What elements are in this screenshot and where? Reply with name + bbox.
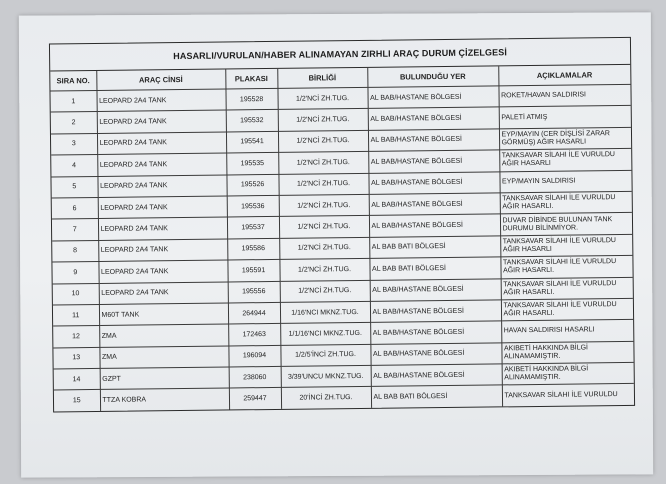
- cell-bulundugu-yer: AL BAB/HASTANE BÖLGESİ: [368, 171, 499, 194]
- cell-sira-no: 12: [53, 326, 99, 348]
- cell-birligi: 1/2'NCİ ZH.TUG.: [279, 194, 369, 216]
- cell-arac-cinsi: LEOPARD 2A4 TANK: [97, 132, 226, 155]
- header-birligi: BİRLİĞİ: [277, 68, 367, 89]
- cell-bulundugu-yer: AL BAB BATI BÖLGESİ: [371, 385, 502, 407]
- cell-arac-cinsi: LEOPARD 2A4 TANK: [99, 282, 228, 305]
- cell-sira-no: 2: [51, 112, 97, 134]
- cell-arac-cinsi: LEOPARD 2A4 TANK: [98, 260, 227, 283]
- cell-birligi: 1/2'NCİ ZH.TUG.: [278, 152, 368, 174]
- cell-bulundugu-yer: AL BAB/HASTANE BÖLGESİ: [370, 278, 501, 301]
- cell-birligi: 1/2'NCİ ZH.TUG.: [279, 259, 369, 281]
- cell-sira-no: 8: [52, 240, 98, 262]
- cell-plakasi: 195556: [228, 281, 280, 303]
- table-body: [50, 84, 634, 411]
- cell-sira-no: 9: [52, 262, 98, 284]
- cell-aciklama: HAVAN SALDIRISI HASARLI: [501, 320, 633, 343]
- cell-bulundugu-yer: AL BAB BATI BÖLGESİ: [369, 257, 500, 280]
- cell-arac-cinsi: LEOPARD 2A4 TANK: [98, 196, 227, 219]
- cell-bulundugu-yer: AL BAB BATI BÖLGESİ: [369, 236, 500, 259]
- cell-birligi: 1/1/16'NCI MKNZ.TUG.: [280, 323, 370, 345]
- cell-sira-no: 5: [51, 176, 97, 198]
- cell-arac-cinsi: ZMA: [99, 324, 228, 347]
- cell-arac-cinsi: LEOPARD 2A4 TANK: [97, 153, 226, 176]
- cell-arac-cinsi: GZPT: [100, 367, 229, 390]
- cell-arac-cinsi: M60T TANK: [99, 303, 228, 326]
- cell-aciklama: ROKET/HAVAN SALDIRISI: [498, 84, 630, 107]
- cell-sira-no: 10: [53, 283, 99, 305]
- cell-aciklama: AKIBETİ HAKKINDA BİLGİ ALINAMAMIŞTIR.: [501, 341, 633, 364]
- cell-bulundugu-yer: AL BAB/HASTANE BÖLGESİ: [370, 321, 501, 344]
- header-arac-cinsi: ARAÇ CİNSİ: [96, 70, 225, 91]
- header-sira-no: SIRA NO.: [50, 71, 96, 91]
- cell-aciklama: EYP/MAYIN (CER DİŞLİSİ ZARAR GÖRMÜŞ) AĞIR HASARLI: [499, 127, 631, 150]
- cell-aciklama: EYP/MAYIN SALDIRISI: [499, 170, 631, 193]
- header-bulundugu-yer: BULUNDUĞU YER: [367, 66, 498, 87]
- document-title: HASARLI/VURULAN/HABER ALINAMAYAN ZIRHLI ARAÇ DURUM ÇİZELGESİ: [50, 38, 630, 72]
- cell-plakasi: 264944: [228, 302, 280, 324]
- cell-birligi: 1/2'NCİ ZH.TUG.: [277, 87, 367, 109]
- header-plakasi: PLAKASI: [225, 69, 277, 89]
- cell-plakasi: 195591: [227, 260, 279, 282]
- cell-sira-no: 14: [54, 369, 100, 391]
- cell-bulundugu-yer: AL BAB/HASTANE BÖLGESİ: [369, 214, 500, 237]
- cell-bulundugu-yer: AL BAB/HASTANE BÖLGESİ: [368, 107, 499, 130]
- cell-aciklama: DUVAR DİBİNDE BULUNAN TANK DURUMU BİLİNMİYOR.: [500, 213, 632, 236]
- cell-plakasi: 195536: [227, 195, 279, 217]
- cell-plakasi: 196094: [228, 345, 280, 367]
- cell-aciklama: TANKSAVAR SİLAHI İLE VURULDU AĞIR HASARLI: [499, 149, 631, 172]
- cell-birligi: 1/2/5'İNCİ ZH.TUG.: [280, 344, 370, 366]
- cell-aciklama: TANKSAVAR SİLAHI İLE VURULDU: [502, 384, 634, 406]
- cell-aciklama: PALETİ ATMIŞ: [499, 106, 631, 129]
- cell-birligi: 20'İNCİ ZH.TUG.: [281, 387, 371, 409]
- cell-plakasi: 195532: [226, 110, 278, 132]
- cell-arac-cinsi: ZMA: [99, 346, 228, 369]
- cell-aciklama: TANKSAVAR SİLAHI İLE VURULDU AĞIR HASARLI.: [500, 256, 632, 279]
- cell-birligi: 1/2'NCİ ZH.TUG.: [279, 237, 369, 259]
- cell-birligi: 1/2'NCİ ZH.TUG.: [278, 130, 368, 152]
- cell-sira-no: 13: [53, 347, 99, 369]
- cell-bulundugu-yer: AL BAB/HASTANE BÖLGESİ: [367, 86, 498, 109]
- cell-arac-cinsi: LEOPARD 2A4 TANK: [98, 217, 227, 240]
- cell-birligi: 1/2'NCİ ZH.TUG.: [278, 109, 368, 131]
- cell-bulundugu-yer: AL BAB/HASTANE BÖLGESİ: [369, 193, 500, 216]
- cell-aciklama: TANKSAVAR SİLAHI İLE VURULDU AĞIR HASARLI: [500, 234, 632, 257]
- cell-birligi: 1/16'NCI MKNZ.TUG.: [280, 301, 370, 323]
- cell-birligi: 1/2'NCİ ZH.TUG.: [280, 280, 370, 302]
- cell-arac-cinsi: LEOPARD 2A4 TANK: [98, 239, 227, 262]
- cell-birligi: 3/39'UNCU MKNZ.TUG.: [281, 365, 371, 387]
- status-table-frame: [49, 37, 635, 412]
- cell-plakasi: 259447: [229, 388, 281, 409]
- header-aciklamalar: AÇIKLAMALAR: [498, 65, 630, 86]
- cell-plakasi: 195528: [225, 88, 277, 110]
- cell-sira-no: 7: [52, 219, 98, 241]
- cell-sira-no: 4: [51, 155, 97, 177]
- cell-sira-no: 1: [50, 90, 96, 112]
- cell-plakasi: 195535: [226, 153, 278, 175]
- cell-plakasi: 195526: [226, 174, 278, 196]
- cell-aciklama: TANKSAVAR SİLAHI İLE VURULDU AĞIR HASARLI.: [501, 277, 633, 300]
- paper-sheet: [19, 12, 653, 477]
- cell-arac-cinsi: LEOPARD 2A4 TANK: [97, 110, 226, 133]
- cell-birligi: 1/2'NCİ ZH.TUG.: [278, 173, 368, 195]
- cell-bulundugu-yer: AL BAB/HASTANE BÖLGESİ: [371, 364, 502, 387]
- cell-plakasi: 195541: [226, 131, 278, 153]
- cell-bulundugu-yer: AL BAB/HASTANE BÖLGESİ: [370, 300, 501, 323]
- vehicle-status-table: [50, 65, 634, 411]
- cell-arac-cinsi: LEOPARD 2A4 TANK: [96, 89, 225, 112]
- cell-sira-no: 3: [51, 133, 97, 155]
- cell-plakasi: 195537: [227, 217, 279, 239]
- cell-aciklama: AKIBETİ HAKKINDA BİLGİ ALINAMAMIŞTIR.: [502, 362, 634, 385]
- cell-arac-cinsi: LEOPARD 2A4 TANK: [97, 175, 226, 198]
- cell-plakasi: 238060: [229, 366, 281, 388]
- cell-aciklama: TANKSAVAR SİLAHI İLE VURULDU AĞIR HASARLI.: [500, 191, 632, 214]
- cell-sira-no: 15: [54, 390, 100, 411]
- cell-bulundugu-yer: AL BAB/HASTANE BÖLGESİ: [368, 129, 499, 152]
- cell-birligi: 1/2'NCİ ZH.TUG.: [279, 216, 369, 238]
- cell-sira-no: 11: [53, 304, 99, 326]
- cell-bulundugu-yer: AL BAB/HASTANE BÖLGESİ: [368, 150, 499, 173]
- cell-bulundugu-yer: AL BAB/HASTANE BÖLGESİ: [370, 343, 501, 366]
- cell-plakasi: 172463: [228, 324, 280, 346]
- cell-plakasi: 195586: [227, 238, 279, 260]
- cell-sira-no: 6: [52, 197, 98, 219]
- cell-arac-cinsi: TTZA KOBRA: [100, 388, 229, 410]
- cell-aciklama: TANKSAVAR SİLAHI İLE VURULDU AĞIR HASARLI.: [501, 298, 633, 321]
